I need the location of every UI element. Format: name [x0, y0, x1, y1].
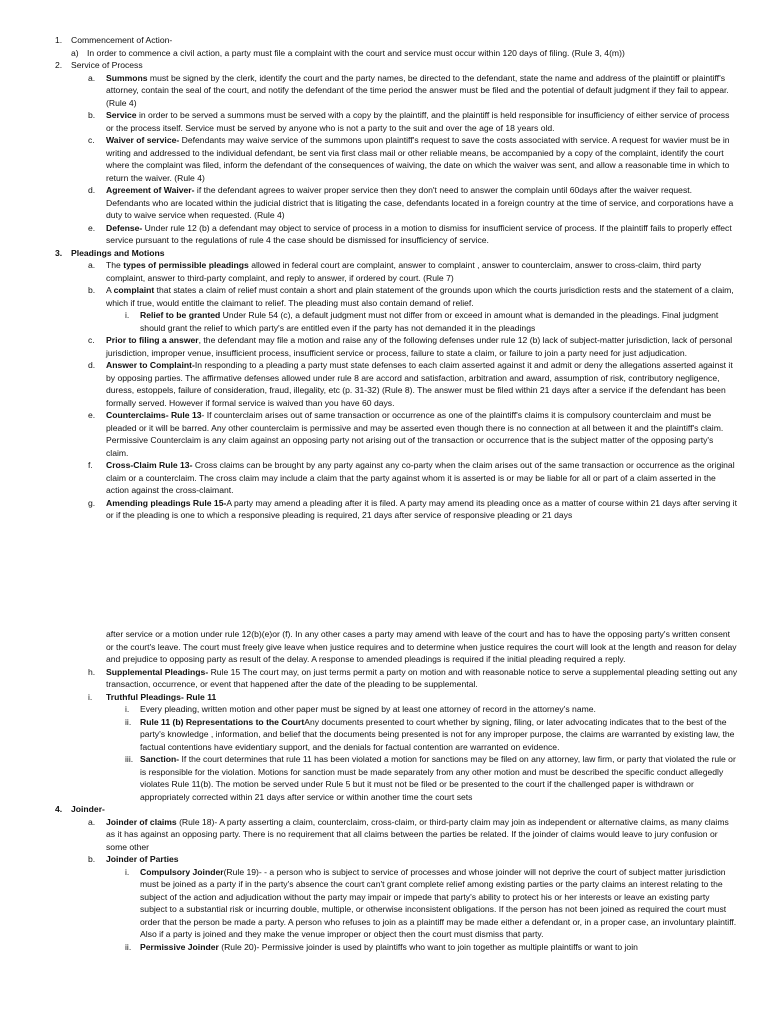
item-marker: i.: [125, 704, 130, 714]
item-heading: Permissive Joinder: [140, 941, 219, 952]
outline-item: [0, 247, 768, 260]
item-marker: 3.: [55, 247, 63, 258]
item-body: (Rule 19)- - a person who is subject to service of processes and whose joinder will not deprive the court of subject matter jurisdiction must be joined as a party if in the party's absence the court can't grant complete relief among existing parties or the party claims an interest relating to the subject of the action and adjudication without the party may impair or impede that party's ability to protect his or her interests or leave an existing party subject to a substantial risk or incurring double, multiple, or otherwise inconsistent obligations. If the person has not been joined as required the court must order that the person be made a party. A person who refuses to join as a plaintiff may be made either a defendant or, in a proper case, an involuntary plaintiff. Also if a party is joined and they make the venue improper or object then the court must dismiss that party.: [140, 866, 737, 939]
outline-item: [0, 409, 768, 459]
item-body: A: [106, 285, 114, 295]
item-text: [71, 59, 768, 72]
item-text: [71, 247, 768, 260]
item-body: Under rule 12 (b) a defendant may object to service of process in a motion to dismiss for insufficient service of process. If the plaintiff fails to properly effect service pursuant to the regulations of rule 4 the case should be dismissed for insufficiency of service.: [106, 222, 732, 245]
outline-item: [0, 284, 768, 309]
item-marker: 1.: [55, 35, 63, 45]
item-marker: d.: [88, 360, 96, 370]
item-marker: b.: [88, 854, 96, 864]
item-marker: c.: [88, 335, 95, 345]
item-text: [106, 853, 768, 866]
item-heading: Joinder-: [71, 804, 105, 814]
item-text: [140, 703, 768, 716]
item-heading: Sanction-: [140, 754, 180, 764]
item-text: [106, 109, 768, 134]
outline-item: [0, 497, 768, 522]
item-body: - If counterclaim arises out of same transaction or occurrence as one of the plaintiff's claims it is compulsory counterclaim and must be pleaded or it will be barred. Any other counterclaim is permissive and may be asserted even though there is no connection at all between it and the plaintiff's claim. Permissive Counterclaim is any claim against an opposing party not arising out of the transaction or occurrence that is the subject matter of the opposing party's claim.: [106, 410, 724, 458]
item-body: Rule 15 The court may, on just terms permit a party on motion and with reasonable notice to serve a supplemental pleading setting out any transaction, occurrence, or event that happened after the date of the pleading to be supplemental.: [106, 666, 738, 689]
item-body: must be signed by the clerk, identify the court and the party names, be directed to the defendant, state the name and address of the plaintiff or plaintiff's attorney, contain the seal of the court, and notify the defendant of the time period the answer must be filed and the potential of default judgment if they fail to appear. (Rule 4): [106, 72, 729, 108]
item-text: [106, 184, 768, 222]
item-marker: a.: [88, 260, 96, 270]
item-heading: Relief to be granted: [140, 310, 221, 320]
item-marker: a.: [88, 816, 96, 827]
item-text: [106, 666, 768, 691]
item-heading: Defense-: [106, 222, 143, 233]
outline-item: [0, 309, 768, 334]
item-body: (Rule 20)- Permissive joinder is used by plaintiffs who want to join together as multiple plaintiffs or want to join: [218, 941, 638, 952]
item-marker: a): [71, 47, 79, 58]
item-body: allowed in federal court are complaint, answer to complaint , answer to counterclaim, answer to cross-claim, third party complaint, answer to third-party complaint, and reply to answer, if ordered by court. (Rule 7): [106, 260, 702, 283]
item-heading: Supplemental Pleadings-: [106, 666, 209, 677]
item-text: [106, 72, 768, 110]
outline-item: [0, 109, 768, 134]
item-heading: Service: [106, 110, 137, 120]
outline-top: [0, 34, 768, 522]
item-marker: ii.: [125, 941, 132, 952]
outline-item: [0, 259, 768, 284]
item-text: [140, 866, 768, 941]
outline-item: [0, 47, 768, 60]
item-body: Cross claims can be brought by any party against any co-party when the claim arises out of the same transaction or occurrence as the original claim or a counterclaim. The cross claim may include a claim that the party against whom it is asserted is or may be liable for all or part of a claim asserted in the action against the cross-claimant.: [106, 460, 735, 495]
item-marker: b.: [88, 110, 96, 120]
item-heading: Summons: [106, 72, 148, 83]
item-text: [106, 691, 768, 704]
item-text: [106, 259, 768, 284]
item-body: Under Rule 54 (c), a default judgment must not differ from or exceed in amount what is demanded in the pleadings. Final judgment should grant the relief to which party's are entitled even if the party has not demanded it in the pleadings: [140, 310, 719, 333]
outline-item: [0, 716, 768, 754]
item-text: [71, 803, 768, 816]
outline-item: [0, 816, 768, 854]
item-text: [106, 459, 768, 497]
item-marker: i.: [125, 310, 130, 320]
outline-item: [0, 34, 768, 47]
item-heading: Amending pleadings Rule 15-: [106, 497, 227, 508]
item-marker: e.: [88, 222, 96, 233]
item-heading: Agreement of Waiver-: [106, 185, 195, 195]
item-text: [106, 497, 768, 522]
item-heading: Waiver of service-: [106, 135, 180, 145]
item-body: Commencement of Action-: [71, 35, 173, 45]
outline-item: [0, 691, 768, 704]
item-marker: d.: [88, 185, 96, 195]
outline-item: [0, 941, 768, 954]
outline-item: [0, 359, 768, 409]
outline-item: [0, 59, 768, 72]
item-marker: ii.: [125, 716, 132, 727]
outline-item: [0, 72, 768, 110]
item-body: Defendants may waive service of the summons upon plaintiff's request to save the costs associated with service. A request for wavier must be in writing and addressed to the individual defendant, be sent via first class mail or other reliable means, be accompanied by a copy of the complaint, identify the court where the complaint was filed, inform the defendant of the consequences of waiving, the date on which the waiver was sent, and allow a reasonable time in which to return the waiver. (Rule 4): [106, 135, 730, 183]
item-body: if the defendant agrees to waiver proper service then they don't need to answer the complain until 60days after the waiver request. Defendants who are located within the judicial district that is litigating the case, defendants located in a foreign country at the time of service, and corporations have a duty to waive service when requested. (Rule 4): [106, 185, 734, 220]
outline-item: [0, 459, 768, 497]
item-body: A party may amend a pleading after it is filed. A party may amend its pleading once as a matter of course within 21 days after serving it or if the pleading is one to which a responsive pleading is required, 21 days after service of responsive pleading or 21 days: [106, 497, 737, 520]
item-marker: h.: [88, 666, 96, 677]
item-marker: f.: [88, 460, 93, 470]
item-marker: 4.: [55, 804, 63, 814]
item-marker: c.: [88, 135, 95, 145]
item-heading: Pleadings and Motions: [71, 247, 165, 258]
item-text: [106, 359, 768, 409]
item-text: [140, 753, 768, 803]
item-marker: b.: [88, 285, 96, 295]
outline-item: [0, 853, 768, 866]
item-marker: g.: [88, 497, 96, 508]
item-text: [106, 284, 768, 309]
item-body: that states a claim of relief must contain a short and plain statement of the grounds upon which the courts jurisdiction rests and the statement of a claim, which if true, would entitle the claimant to relief. The pleading must also contain demand of relief.: [106, 285, 734, 308]
item-body: If the court determines that rule 11 has been violated a motion for sanctions may be filed on any attorney, law firm, or party that violated the rule or is responsible for the violation. Motions for sanction must be made separately from any other motion and must be described the specific conduct allegedly violates Rule 11(b). The motion be served under Rule 5 but it must not be filed or be presented to the court if the challenged paper is withdrawn or appropriately corrected within 21 days after service or within another time the court sets: [140, 754, 736, 802]
item-heading: Compulsory Joinder: [140, 866, 224, 877]
outline-item: [0, 222, 768, 247]
continuation-paragraph: after service or a motion under rule 12(b)(e)or (f). In any other cases a party may amend with leave of the court and has to have the opposing party's written consent or the court's leave. The court must freely give leave when justice requires and to determine when justice requires the court will look at the length and reason for delay and prejudice to opposing party as result of the delay. A response to amended pleadings is required if the initial pleading required a reply.: [106, 629, 737, 664]
outline-item: [0, 803, 768, 816]
item-body: The: [106, 260, 124, 270]
item-heading: Joinder of claims: [106, 816, 177, 827]
outline-item: [0, 866, 768, 941]
outline-item: [0, 134, 768, 184]
item-text: [106, 409, 768, 459]
item-body: Service of Process: [71, 60, 143, 70]
item-heading: complaint: [113, 285, 155, 295]
item-heading: Truthful Pleadings- Rule 11: [106, 691, 217, 702]
item-heading: Counterclaims- Rule 13: [106, 410, 202, 420]
item-heading: Cross-Claim Rule 13-: [106, 460, 193, 470]
item-body: In order to commence a civil action, a party must file a complaint with the court and service must occur within 120 days of filing. (Rule 3, 4(m)): [87, 47, 625, 58]
outline-item: [0, 753, 768, 803]
item-heading: Rule 11 (b) Representations to the Court: [140, 716, 305, 727]
item-marker: a.: [88, 72, 96, 83]
item-body: In responding to a pleading a party must state defenses to each claim asserted against it and admit or deny the allegations asserted against it by opposing parties. The affirmative defenses allowed under rule 8 are accord and satisfaction, arbitration and award, assumption of risk, contributory negligence, duress, estoppels, failure of consideration, fraud, illegality, etc (p. 31-32) (Rule 8). The answer must be filed within 21 days after a service if the defendant has been formally served. However if formal service is waived than you have 60 days.: [106, 360, 733, 408]
outline-item: [0, 184, 768, 222]
item-text: [140, 941, 768, 954]
outline-item: [0, 666, 768, 691]
outline-bottom: [0, 628, 768, 953]
item-heading: Joinder of Parties: [106, 854, 179, 864]
item-text: [87, 47, 768, 60]
item-heading: types of permissible pleadings: [123, 260, 249, 270]
item-body: Any documents presented to court whether by signing, filing, or later advocating indicates that to the best of the party's knowledge , information, and belief that the documents being presented is not for any improper purpose, the claims are warranted by existing law, the factual contentions have evidentiary support, and the denials for factual contention are warranted on evidence.: [140, 716, 735, 752]
item-text: [140, 716, 768, 754]
item-text: [106, 222, 768, 247]
item-marker: 2.: [55, 60, 63, 70]
item-heading: Answer to Complaint-: [106, 360, 195, 370]
outline-item: [0, 703, 768, 716]
item-body: (Rule 18)- A party asserting a claim, counterclaim, cross-claim, or third-party claim may join as independent or alternative claims, as many claims as it has against an opposing party. There is no requirement that all claims between the parties be related. If the joinder of claims would leave to jury confusion or some other: [106, 816, 729, 852]
item-marker: iii.: [125, 754, 134, 764]
item-body: Every pleading, written motion and other paper must be signed by at least one attorney of record in the attorney's name.: [140, 704, 596, 714]
item-body: , the defendant may file a motion and raise any of the following defenses under rule 12 (b) lack of subject-matter jurisdiction, lack of personal jurisdiction, improper venue, insufficient process, insufficient service or process, failure to state a claim, or failure to join a party need for just adjudication.: [106, 335, 733, 358]
item-text: [106, 134, 768, 184]
item-body: in order to be served a summons must be served with a copy by the plaintiff, and the plaintiff is held responsible for insufficiency of either service of process or the process itself. Service must be served by anyone who is not a party to the suit and over the age of 18 years old.: [106, 110, 730, 133]
item-marker: e.: [88, 410, 96, 420]
item-marker: i.: [125, 866, 130, 877]
item-marker: i.: [88, 691, 93, 702]
item-text: [106, 334, 768, 359]
item-text: [106, 816, 768, 854]
item-heading: Prior to filing a answer: [106, 335, 199, 345]
outline-item: [0, 334, 768, 359]
item-text: [140, 309, 768, 334]
item-text: [71, 34, 768, 47]
